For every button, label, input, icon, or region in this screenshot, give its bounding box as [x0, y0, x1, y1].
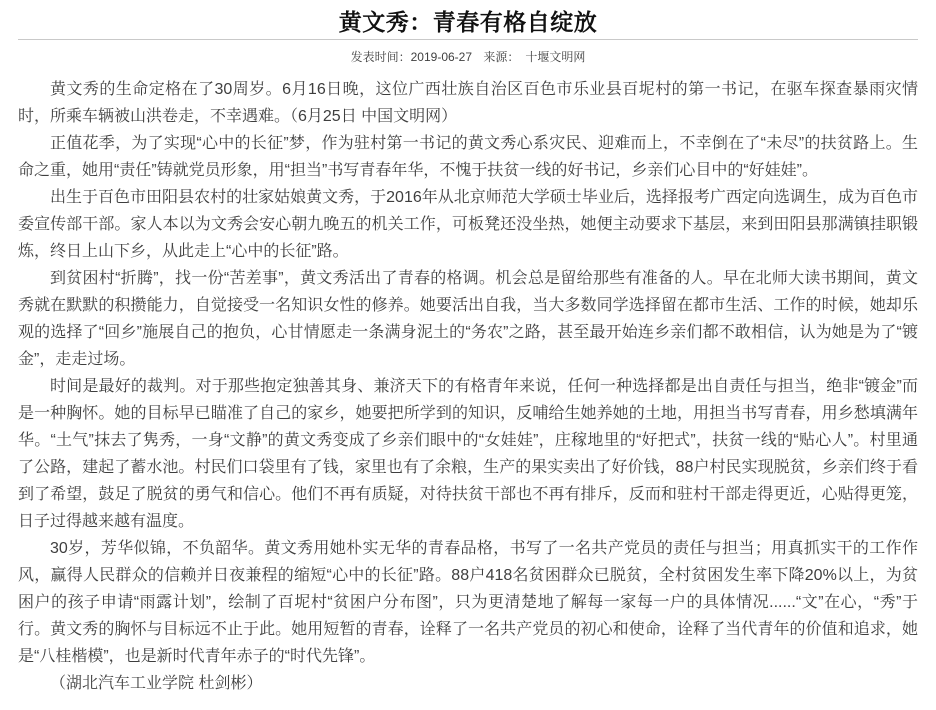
- article-paragraph: 30岁，芳华似锦，不负韶华。黄文秀用她朴实无华的青春品格，书写了一名共产党员的责任与担当；用真抓实干的工作作风，赢得人民群众的信赖并日夜兼程的缩短“心中的长征”路。88户418名贫困群众已脱贫，全村贫困发生率下降20%以上，为贫困户的孩子申请“雨露计划”，绘制了百坭村“贫困户分布图”，只为更清楚地了解每一家每一户的具体情况......“文”在心，“秀”于行。黄文秀的胸怀与目标远不止于此。她用短暂的青春，诠释了一名共产党员的初心和使命，诠释了当代青年的价值和追求，她是“八桂楷模”，也是新时代青年赤子的“时代先锋”。: [18, 540, 918, 665]
- article-paragraph: 黄文秀的生命定格在了30周岁。6月16日晚，这位广西壮族自治区百色市乐业县百坭村的第一书记，在驱车探查暴雨灾情时，所乘车辆被山洪卷走，不幸遇难。（6月25日 中国文明网）: [18, 81, 918, 125]
- article-title: 黄文秀：青春有格自绽放: [338, 9, 598, 35]
- article-paragraph: 出生于百色市田阳县农村的壮家姑娘黄文秀，于2016年从北京师范大学硕士毕业后，选择报考广西定向选调生，成为百色市委宣传部干部。家人本以为文秀会安心朝九晚五的机关工作，可板凳还没坐热，她便主动要求下基层，来到田阳县那满镇挂职锻炼，终日上山下乡，从此走上“心中的长征”路。: [18, 189, 918, 260]
- article-author: （湖北汽车工业学院 杜剑彬）: [50, 675, 263, 692]
- publish-time-label: 发表时间：: [350, 50, 411, 64]
- source-name: 十堰文明网: [525, 50, 586, 64]
- article-body: [18, 76, 918, 697]
- article-meta: [0, 49, 936, 65]
- publish-date: 2019-06-27: [410, 50, 473, 64]
- source-label: 来源：: [483, 50, 520, 64]
- article-paragraph: 到贫困村“折腾”，找一份“苦差事”，黄文秀活出了青春的格调。机会总是留给那些有准备的人。早在北师大读书期间，黄文秀就在默默的积攒能力，自觉接受一名知识女性的修养。她要活出自我，当大多数同学选择留在都市生活、工作的时候，她却乐观的选择了“回乡”施展自己的抱负，心甘情愿走一条满身泥土的“务农”之路，甚至最开始连乡亲们都不敢相信，认为她是为了“镀金”，走走过场。: [18, 270, 918, 368]
- article-paragraph: 正值花季，为了实现“心中的长征”梦，作为驻村第一书记的黄文秀心系灾民、迎难而上，不幸倒在了“未尽”的扶贫路上。生命之重，她用“责任”铸就党员形象，用“担当”书写青春年华，不愧于扶贫一线的好书记，乡亲们心目中的“好娃娃”。: [18, 135, 918, 179]
- article-paragraph: 时间是最好的裁判。对于那些抱定独善其身、兼济天下的有格青年来说，任何一种选择都是出自责任与担当，绝非“镀金”而是一种胸怀。她的目标早已瞄准了自己的家乡，她要把所学到的知识，反哺给生她养她的土地，用担当书写青春，用乡愁填满年华。“土气”抹去了隽秀，一身“文静”的黄文秀变成了乡亲们眼中的“女娃娃”，庄稼地里的“好把式”，扶贫一线的“贴心人”。村里通了公路，建起了蓄水池。村民们口袋里有了钱，家里也有了余粮，生产的果实卖出了好价钱，88户村民实现脱贫，乡亲们终于看到了希望，鼓足了脱贫的勇气和信心。他们不再有质疑，对待扶贫干部也不再有排斥，反而和驻村干部走得更近，心贴得更笼，日子过得越来越有温度。: [18, 378, 918, 530]
- title-divider: [18, 39, 918, 40]
